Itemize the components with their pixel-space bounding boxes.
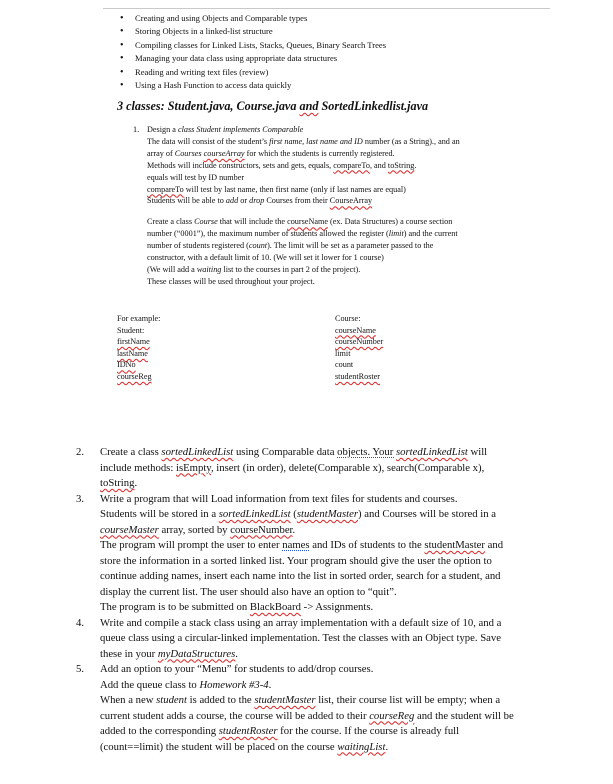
page-top-divider bbox=[103, 8, 550, 9]
list-item: • Managing your data class using appropriate data structures bbox=[120, 52, 386, 65]
task-number: 3. bbox=[76, 492, 85, 505]
text-line: Write and compile a stack class using an array implementation with a default size of 10, and a bbox=[100, 616, 502, 629]
class-label: Course: bbox=[335, 314, 361, 323]
text-line: (We will add a waiting list to the courses in part 2 of the project). bbox=[147, 264, 361, 274]
section-heading: 3 classes: Student.java, Course.java and SortedLinkedlist.java bbox=[117, 99, 429, 113]
text-line: compareTo will test by last name, then first name (only if last names are equal) bbox=[147, 184, 406, 194]
text-line: toString. bbox=[100, 477, 138, 489]
text-line: queue class using a circular-linked implementation. Test the classes with an Object type. Save bbox=[100, 632, 501, 644]
text-line: These classes will be used throughout your project. bbox=[147, 276, 315, 286]
field-name: count bbox=[335, 360, 354, 370]
text-line: The data will consist of the student’s first name, last name and ID number (as a String)., and an bbox=[147, 136, 460, 146]
task-number: 4. bbox=[76, 616, 85, 629]
text-line: number of students registered (count). The limit will be set as a parameter passed to the bbox=[147, 241, 434, 251]
text-line: Students will be stored in a sortedLinkedList (studentMaster) and Courses will be stored in a bbox=[100, 508, 497, 520]
task-number: 5. bbox=[76, 663, 85, 675]
text-line: When a new student is added to the studentMaster list, their course list will be empty; when a bbox=[100, 694, 501, 706]
text-line: The program will prompt the user to enter names and IDs of students to the studentMaster and bbox=[100, 539, 504, 551]
field-name: courseName bbox=[335, 325, 376, 335]
example-label: For example: bbox=[117, 314, 161, 323]
field-name: firstName bbox=[117, 337, 150, 347]
field-name: lastName bbox=[117, 348, 148, 358]
text-line: Write a program that will Load information from text files for students and courses. bbox=[100, 492, 458, 505]
student-fields-column bbox=[117, 313, 160, 383]
text-line: array of Courses courseArray for which the students is currently registered. bbox=[147, 148, 395, 158]
list-item: • Using a Hash Function to access data quickly bbox=[120, 79, 386, 92]
text-line: display the current list. The user should also have an option to “quit”. bbox=[100, 585, 397, 598]
text-line: Add the queue class to Homework #3-4. bbox=[100, 678, 272, 691]
text-line: Create a class sortedLinkedList using Comparable data objects. Your sortedLinkedList will bbox=[100, 446, 488, 458]
class-label: Student: bbox=[117, 325, 145, 335]
task-3 bbox=[76, 492, 514, 616]
list-item: • Compiling classes for Linked Lists, Stacks, Queues, Binary Search Trees bbox=[120, 39, 386, 52]
course-fields-column bbox=[335, 313, 383, 383]
text-line: these in your myDataStructures. bbox=[100, 647, 238, 660]
list-item: • Creating and using Objects and Comparable types bbox=[120, 12, 386, 25]
text-line: store the information in a sorted linked list. Your program should give the user the option to bbox=[100, 554, 492, 567]
text-line: Design a class Student implements Comparable bbox=[147, 125, 304, 134]
task-5 bbox=[76, 662, 514, 755]
field-name: limit bbox=[335, 348, 351, 358]
text-line: added to the corresponding studentRoster for the course. If the course is already full bbox=[100, 725, 460, 737]
text-line: The program is to be submitted on BlackBoard -> Assignments. bbox=[100, 601, 374, 613]
text-line: number (“0001”), the maximum number of students allowed the register (limit) and the current bbox=[147, 229, 458, 239]
text-line: current student adds a course, the course will be added to their courseReg and the student will be bbox=[100, 709, 514, 722]
task-1-body bbox=[147, 124, 557, 288]
field-name: studentRoster bbox=[335, 371, 381, 381]
text-line: courseMaster array, sorted by courseNumber. bbox=[100, 523, 296, 536]
text-line: include methods: isEmpty, insert (in order), delete(Comparable x), search(Comparable x), bbox=[100, 461, 485, 474]
list-item: • Storing Objects in a linked-list structure bbox=[120, 25, 386, 38]
task-number: 1. bbox=[133, 125, 140, 134]
text-line: constructor, with a default limit of 10. (We will set it lower for 1 course) bbox=[147, 253, 384, 263]
text-line: Create a class Course that will include the courseName (ex. Data Structures) a course section bbox=[147, 217, 453, 227]
tasks-2-to-5 bbox=[76, 445, 514, 755]
task-number: 2. bbox=[76, 446, 85, 458]
text-line: Add an option to your “Menu” for students to add/drop courses. bbox=[100, 663, 374, 675]
task-2 bbox=[76, 445, 514, 492]
text-line: Students will be able to add or drop Courses from their CourseArray bbox=[147, 196, 373, 206]
text-line: equals will test by ID number bbox=[147, 172, 245, 182]
text-line: continue adding names, insert each name into the list in sorted order, search for a student, and bbox=[100, 570, 501, 582]
text-line: (count==limit) the student will be placed on the course waitingList. bbox=[100, 740, 389, 753]
task-4 bbox=[76, 616, 514, 663]
list-item: • Reading and writing text files (review) bbox=[120, 66, 386, 79]
field-name: courseReg bbox=[117, 371, 152, 381]
field-name: courseNumber bbox=[335, 337, 384, 347]
text-line: Methods will include constructors, sets and gets, equals, compareTo, and toString. bbox=[147, 160, 417, 170]
field-name: IDNo bbox=[117, 360, 136, 370]
objectives-list bbox=[120, 12, 386, 92]
